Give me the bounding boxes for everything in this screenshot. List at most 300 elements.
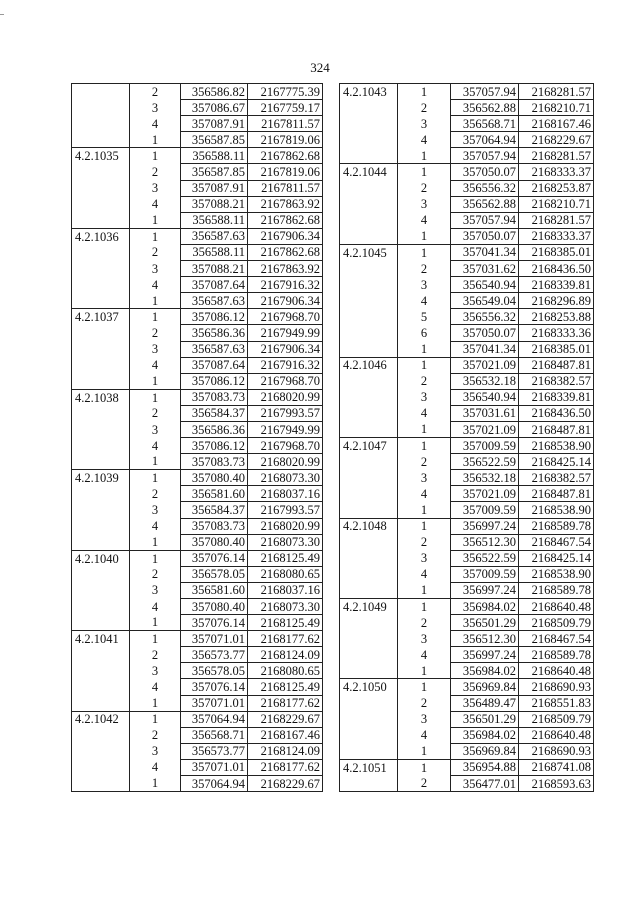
point-number-cell: 1 xyxy=(398,228,451,244)
coordinates-table-right-body xyxy=(340,84,594,792)
y-coordinate-cell: 2168333.37 xyxy=(519,228,594,244)
y-coordinate-cell: 2167968.70 xyxy=(248,438,323,454)
y-coordinate-cell: 2168487.81 xyxy=(519,357,594,373)
y-coordinate-cell: 2167993.57 xyxy=(248,405,323,421)
y-coordinate-cell: 2168020.99 xyxy=(248,518,323,534)
table-row xyxy=(72,615,323,631)
point-number-cell: 1 xyxy=(130,631,181,647)
table-row xyxy=(340,518,594,534)
x-coordinate-cell: 356556.32 xyxy=(451,180,519,196)
y-coordinate-cell: 2167949.99 xyxy=(248,421,323,437)
y-coordinate-cell: 2167759.17 xyxy=(248,100,323,116)
table-row xyxy=(72,776,323,792)
parcel-id-cell xyxy=(72,647,130,663)
table-row xyxy=(72,759,323,775)
table-row xyxy=(72,550,323,566)
point-number-cell: 2 xyxy=(398,261,451,277)
parcel-id-cell: 4.2.1036 xyxy=(72,228,130,244)
x-coordinate-cell: 356984.02 xyxy=(451,727,519,743)
y-coordinate-cell: 2167862.68 xyxy=(248,212,323,228)
point-number-cell: 5 xyxy=(398,309,451,325)
x-coordinate-cell: 357021.09 xyxy=(451,357,519,373)
parcel-id-cell xyxy=(340,389,398,405)
table-row xyxy=(340,148,594,164)
parcel-id-cell xyxy=(340,421,398,437)
y-coordinate-cell: 2168640.48 xyxy=(519,663,594,679)
parcel-id-cell xyxy=(340,743,398,759)
table-row xyxy=(72,438,323,454)
parcel-id-cell xyxy=(340,212,398,228)
x-coordinate-cell: 356586.82 xyxy=(181,84,248,100)
x-coordinate-cell: 357076.14 xyxy=(181,550,248,566)
y-coordinate-cell: 2168080.65 xyxy=(248,663,323,679)
table-row xyxy=(340,776,594,792)
parcel-id-cell xyxy=(340,711,398,727)
parcel-id-cell: 4.2.1040 xyxy=(72,550,130,566)
x-coordinate-cell: 356586.36 xyxy=(181,421,248,437)
y-coordinate-cell: 2168073.30 xyxy=(248,599,323,615)
point-number-cell: 4 xyxy=(398,212,451,228)
y-coordinate-cell: 2168125.49 xyxy=(248,615,323,631)
parcel-id-cell xyxy=(340,647,398,663)
y-coordinate-cell: 2168382.57 xyxy=(519,470,594,486)
point-number-cell: 2 xyxy=(130,84,181,100)
point-number-cell: 2 xyxy=(398,695,451,711)
y-coordinate-cell: 2168538.90 xyxy=(519,502,594,518)
x-coordinate-cell: 357087.91 xyxy=(181,116,248,132)
parcel-id-cell xyxy=(72,100,130,116)
point-number-cell: 3 xyxy=(130,341,181,357)
point-number-cell: 2 xyxy=(130,244,181,260)
x-coordinate-cell: 357083.73 xyxy=(181,389,248,405)
x-coordinate-cell: 356584.37 xyxy=(181,502,248,518)
parcel-id-cell xyxy=(340,663,398,679)
point-number-cell: 2 xyxy=(130,405,181,421)
point-number-cell: 1 xyxy=(130,534,181,550)
table-row xyxy=(72,228,323,244)
x-coordinate-cell: 356573.77 xyxy=(181,743,248,759)
y-coordinate-cell: 2168210.71 xyxy=(519,196,594,212)
x-coordinate-cell: 357087.64 xyxy=(181,277,248,293)
table-row xyxy=(340,695,594,711)
y-coordinate-cell: 2168125.49 xyxy=(248,679,323,695)
table-row xyxy=(72,695,323,711)
parcel-id-cell xyxy=(340,325,398,341)
y-coordinate-cell: 2168509.79 xyxy=(519,711,594,727)
x-coordinate-cell: 356954.88 xyxy=(451,759,519,775)
table-row xyxy=(72,212,323,228)
parcel-id-cell xyxy=(340,148,398,164)
x-coordinate-cell: 356997.24 xyxy=(451,582,519,598)
parcel-id-cell xyxy=(340,695,398,711)
parcel-id-cell xyxy=(72,566,130,582)
parcel-id-cell xyxy=(72,776,130,792)
parcel-id-cell xyxy=(340,615,398,631)
point-number-cell: 1 xyxy=(398,421,451,437)
x-coordinate-cell: 356568.71 xyxy=(451,116,519,132)
point-number-cell: 1 xyxy=(130,228,181,244)
y-coordinate-cell: 2167906.34 xyxy=(248,293,323,309)
x-coordinate-cell: 357088.21 xyxy=(181,261,248,277)
table-row xyxy=(72,373,323,389)
y-coordinate-cell: 2168296.89 xyxy=(519,293,594,309)
table-row xyxy=(72,164,323,180)
parcel-id-cell: 4.2.1035 xyxy=(72,148,130,164)
point-number-cell: 4 xyxy=(130,116,181,132)
x-coordinate-cell: 356997.24 xyxy=(451,647,519,663)
point-number-cell: 1 xyxy=(398,438,451,454)
table-row xyxy=(72,711,323,727)
x-coordinate-cell: 357086.67 xyxy=(181,100,248,116)
parcel-id-cell: 4.2.1044 xyxy=(340,164,398,180)
y-coordinate-cell: 2168425.14 xyxy=(519,550,594,566)
point-number-cell: 2 xyxy=(398,776,451,792)
point-number-cell: 2 xyxy=(398,100,451,116)
y-coordinate-cell: 2168125.49 xyxy=(248,550,323,566)
table-row xyxy=(72,293,323,309)
table-row xyxy=(72,389,323,405)
x-coordinate-cell: 357083.73 xyxy=(181,454,248,470)
x-coordinate-cell: 357009.59 xyxy=(451,502,519,518)
x-coordinate-cell: 357080.40 xyxy=(181,534,248,550)
x-coordinate-cell: 356997.24 xyxy=(451,518,519,534)
table-row xyxy=(340,663,594,679)
parcel-id-cell xyxy=(340,486,398,502)
y-coordinate-cell: 2168177.62 xyxy=(248,631,323,647)
y-coordinate-cell: 2167906.34 xyxy=(248,341,323,357)
point-number-cell: 4 xyxy=(398,566,451,582)
x-coordinate-cell: 357086.12 xyxy=(181,438,248,454)
parcel-id-cell xyxy=(340,776,398,792)
table-row xyxy=(340,373,594,389)
x-coordinate-cell: 356540.94 xyxy=(451,389,519,405)
table-row xyxy=(340,405,594,421)
table-row xyxy=(72,582,323,598)
x-coordinate-cell: 356587.63 xyxy=(181,228,248,244)
point-number-cell: 1 xyxy=(130,776,181,792)
point-number-cell: 2 xyxy=(398,373,451,389)
parcel-id-cell xyxy=(72,116,130,132)
table-row xyxy=(72,341,323,357)
y-coordinate-cell: 2168210.71 xyxy=(519,100,594,116)
coordinates-table-right xyxy=(339,83,594,792)
y-coordinate-cell: 2168589.78 xyxy=(519,647,594,663)
table-row xyxy=(72,132,323,148)
y-coordinate-cell: 2168073.30 xyxy=(248,534,323,550)
table-row xyxy=(340,389,594,405)
parcel-id-cell xyxy=(72,357,130,373)
x-coordinate-cell: 356588.11 xyxy=(181,148,248,164)
y-coordinate-cell: 2167968.70 xyxy=(248,309,323,325)
parcel-id-cell xyxy=(72,132,130,148)
x-coordinate-cell: 357086.12 xyxy=(181,309,248,325)
table-row xyxy=(72,647,323,663)
x-coordinate-cell: 356587.63 xyxy=(181,293,248,309)
parcel-id-cell xyxy=(340,341,398,357)
x-coordinate-cell: 356969.84 xyxy=(451,679,519,695)
y-coordinate-cell: 2167863.92 xyxy=(248,196,323,212)
x-coordinate-cell: 357071.01 xyxy=(181,695,248,711)
point-number-cell: 1 xyxy=(130,212,181,228)
x-coordinate-cell: 357009.59 xyxy=(451,438,519,454)
point-number-cell: 1 xyxy=(398,357,451,373)
table-row xyxy=(72,566,323,582)
x-coordinate-cell: 356587.85 xyxy=(181,132,248,148)
point-number-cell: 1 xyxy=(130,615,181,631)
parcel-id-cell xyxy=(72,212,130,228)
point-number-cell: 2 xyxy=(130,164,181,180)
y-coordinate-cell: 2168741.08 xyxy=(519,759,594,775)
y-coordinate-cell: 2168177.62 xyxy=(248,695,323,711)
parcel-id-cell xyxy=(72,244,130,260)
y-coordinate-cell: 2168509.79 xyxy=(519,615,594,631)
point-number-cell: 1 xyxy=(398,599,451,615)
point-number-cell: 2 xyxy=(130,486,181,502)
point-number-cell: 3 xyxy=(130,743,181,759)
y-coordinate-cell: 2168467.54 xyxy=(519,631,594,647)
parcel-id-cell xyxy=(340,566,398,582)
y-coordinate-cell: 2168385.01 xyxy=(519,341,594,357)
scan-edge-mark xyxy=(0,14,4,15)
parcel-id-cell: 4.2.1047 xyxy=(340,438,398,454)
point-number-cell: 1 xyxy=(130,309,181,325)
table-row xyxy=(340,679,594,695)
table-row xyxy=(72,180,323,196)
point-number-cell: 1 xyxy=(398,164,451,180)
parcel-id-cell xyxy=(340,132,398,148)
y-coordinate-cell: 2167862.68 xyxy=(248,244,323,260)
parcel-id-cell xyxy=(72,84,130,100)
y-coordinate-cell: 2168538.90 xyxy=(519,438,594,454)
x-coordinate-cell: 356556.32 xyxy=(451,309,519,325)
table-row xyxy=(72,534,323,550)
parcel-id-cell xyxy=(72,180,130,196)
x-coordinate-cell: 357080.40 xyxy=(181,599,248,615)
x-coordinate-cell: 357076.14 xyxy=(181,615,248,631)
parcel-id-cell: 4.2.1045 xyxy=(340,244,398,260)
table-row xyxy=(340,164,594,180)
parcel-id-cell xyxy=(72,486,130,502)
table-row xyxy=(340,116,594,132)
parcel-id-cell xyxy=(72,502,130,518)
point-number-cell: 4 xyxy=(398,647,451,663)
point-number-cell: 3 xyxy=(398,470,451,486)
point-number-cell: 1 xyxy=(398,148,451,164)
y-coordinate-cell: 2167819.06 xyxy=(248,164,323,180)
table-row xyxy=(340,212,594,228)
table-row xyxy=(72,421,323,437)
parcel-id-cell xyxy=(72,277,130,293)
table-row xyxy=(340,180,594,196)
table-row xyxy=(340,261,594,277)
point-number-cell: 1 xyxy=(130,148,181,164)
y-coordinate-cell: 2168467.54 xyxy=(519,534,594,550)
coordinates-table-left-body xyxy=(72,84,323,792)
table-row xyxy=(340,599,594,615)
parcel-id-cell xyxy=(340,309,398,325)
y-coordinate-cell: 2167949.99 xyxy=(248,325,323,341)
table-row xyxy=(72,116,323,132)
y-coordinate-cell: 2168037.16 xyxy=(248,582,323,598)
point-number-cell: 1 xyxy=(398,679,451,695)
point-number-cell: 3 xyxy=(130,663,181,679)
y-coordinate-cell: 2168436.50 xyxy=(519,405,594,421)
table-row xyxy=(340,727,594,743)
y-coordinate-cell: 2168589.78 xyxy=(519,518,594,534)
x-coordinate-cell: 357050.07 xyxy=(451,164,519,180)
point-number-cell: 1 xyxy=(130,389,181,405)
y-coordinate-cell: 2168037.16 xyxy=(248,486,323,502)
point-number-cell: 3 xyxy=(398,711,451,727)
table-row xyxy=(72,261,323,277)
table-row xyxy=(340,228,594,244)
point-number-cell: 1 xyxy=(398,743,451,759)
parcel-id-cell xyxy=(72,663,130,679)
y-coordinate-cell: 2167968.70 xyxy=(248,373,323,389)
y-coordinate-cell: 2168167.46 xyxy=(519,116,594,132)
parcel-id-cell xyxy=(72,325,130,341)
parcel-id-cell xyxy=(340,228,398,244)
table-row xyxy=(340,647,594,663)
y-coordinate-cell: 2167906.34 xyxy=(248,228,323,244)
y-coordinate-cell: 2168339.81 xyxy=(519,277,594,293)
x-coordinate-cell: 357021.09 xyxy=(451,486,519,502)
point-number-cell: 4 xyxy=(130,518,181,534)
y-coordinate-cell: 2168640.48 xyxy=(519,599,594,615)
parcel-id-cell: 4.2.1041 xyxy=(72,631,130,647)
y-coordinate-cell: 2167916.32 xyxy=(248,277,323,293)
table-row xyxy=(340,341,594,357)
table-row xyxy=(72,663,323,679)
point-number-cell: 4 xyxy=(398,486,451,502)
point-number-cell: 2 xyxy=(130,647,181,663)
parcel-id-cell xyxy=(340,582,398,598)
x-coordinate-cell: 356532.18 xyxy=(451,373,519,389)
table-row xyxy=(72,727,323,743)
y-coordinate-cell: 2167811.57 xyxy=(248,116,323,132)
point-number-cell: 4 xyxy=(130,277,181,293)
x-coordinate-cell: 356549.04 xyxy=(451,293,519,309)
parcel-id-cell xyxy=(72,534,130,550)
x-coordinate-cell: 356581.60 xyxy=(181,582,248,598)
parcel-id-cell: 4.2.1043 xyxy=(340,84,398,100)
y-coordinate-cell: 2168229.67 xyxy=(248,776,323,792)
y-coordinate-cell: 2168281.57 xyxy=(519,84,594,100)
point-number-cell: 3 xyxy=(398,196,451,212)
y-coordinate-cell: 2168593.63 xyxy=(519,776,594,792)
point-number-cell: 1 xyxy=(130,454,181,470)
parcel-id-cell: 4.2.1038 xyxy=(72,389,130,405)
parcel-id-cell xyxy=(340,550,398,566)
point-number-cell: 4 xyxy=(130,599,181,615)
table-row xyxy=(72,405,323,421)
x-coordinate-cell: 357050.07 xyxy=(451,228,519,244)
parcel-id-cell: 4.2.1042 xyxy=(72,711,130,727)
parcel-id-cell: 4.2.1049 xyxy=(340,599,398,615)
point-number-cell: 3 xyxy=(398,389,451,405)
y-coordinate-cell: 2168124.09 xyxy=(248,647,323,663)
table-row xyxy=(340,759,594,775)
point-number-cell: 1 xyxy=(130,132,181,148)
parcel-id-cell xyxy=(340,261,398,277)
table-row xyxy=(72,679,323,695)
x-coordinate-cell: 356562.88 xyxy=(451,100,519,116)
y-coordinate-cell: 2168080.65 xyxy=(248,566,323,582)
point-number-cell: 3 xyxy=(130,421,181,437)
point-number-cell: 4 xyxy=(130,196,181,212)
parcel-id-cell: 4.2.1037 xyxy=(72,309,130,325)
x-coordinate-cell: 356522.59 xyxy=(451,454,519,470)
parcel-id-cell xyxy=(340,405,398,421)
point-number-cell: 1 xyxy=(398,759,451,775)
x-coordinate-cell: 356501.29 xyxy=(451,615,519,631)
x-coordinate-cell: 357041.34 xyxy=(451,244,519,260)
x-coordinate-cell: 356588.11 xyxy=(181,244,248,260)
x-coordinate-cell: 356969.84 xyxy=(451,743,519,759)
parcel-id-cell xyxy=(340,277,398,293)
x-coordinate-cell: 357064.94 xyxy=(181,776,248,792)
parcel-id-cell xyxy=(72,196,130,212)
table-row xyxy=(340,196,594,212)
y-coordinate-cell: 2168253.87 xyxy=(519,180,594,196)
x-coordinate-cell: 356489.47 xyxy=(451,695,519,711)
x-coordinate-cell: 357083.73 xyxy=(181,518,248,534)
parcel-id-cell xyxy=(340,534,398,550)
y-coordinate-cell: 2167811.57 xyxy=(248,180,323,196)
x-coordinate-cell: 356532.18 xyxy=(451,470,519,486)
x-coordinate-cell: 357009.59 xyxy=(451,566,519,582)
table-row xyxy=(72,244,323,260)
table-row xyxy=(72,277,323,293)
table-row xyxy=(72,357,323,373)
point-number-cell: 3 xyxy=(398,550,451,566)
x-coordinate-cell: 357031.62 xyxy=(451,261,519,277)
parcel-id-cell xyxy=(340,631,398,647)
x-coordinate-cell: 356586.36 xyxy=(181,325,248,341)
table-row xyxy=(340,550,594,566)
parcel-id-cell xyxy=(72,438,130,454)
table-row xyxy=(340,325,594,341)
point-number-cell: 1 xyxy=(130,470,181,486)
table-row xyxy=(340,357,594,373)
point-number-cell: 4 xyxy=(398,727,451,743)
y-coordinate-cell: 2168229.67 xyxy=(248,711,323,727)
y-coordinate-cell: 2168177.62 xyxy=(248,759,323,775)
x-coordinate-cell: 356588.11 xyxy=(181,212,248,228)
parcel-id-cell xyxy=(340,373,398,389)
point-number-cell: 2 xyxy=(398,180,451,196)
parcel-id-cell xyxy=(340,116,398,132)
x-coordinate-cell: 357088.21 xyxy=(181,196,248,212)
table-row xyxy=(340,438,594,454)
table-row xyxy=(340,502,594,518)
point-number-cell: 1 xyxy=(398,84,451,100)
point-number-cell: 1 xyxy=(130,550,181,566)
parcel-id-cell: 4.2.1039 xyxy=(72,470,130,486)
parcel-id-cell xyxy=(72,743,130,759)
y-coordinate-cell: 2167863.92 xyxy=(248,261,323,277)
parcel-id-cell xyxy=(340,100,398,116)
point-number-cell: 2 xyxy=(398,454,451,470)
parcel-id-cell: 4.2.1046 xyxy=(340,357,398,373)
x-coordinate-cell: 356501.29 xyxy=(451,711,519,727)
table-row xyxy=(340,486,594,502)
x-coordinate-cell: 356573.77 xyxy=(181,647,248,663)
point-number-cell: 4 xyxy=(398,293,451,309)
x-coordinate-cell: 357086.12 xyxy=(181,373,248,389)
parcel-id-cell xyxy=(340,454,398,470)
x-coordinate-cell: 357057.94 xyxy=(451,148,519,164)
